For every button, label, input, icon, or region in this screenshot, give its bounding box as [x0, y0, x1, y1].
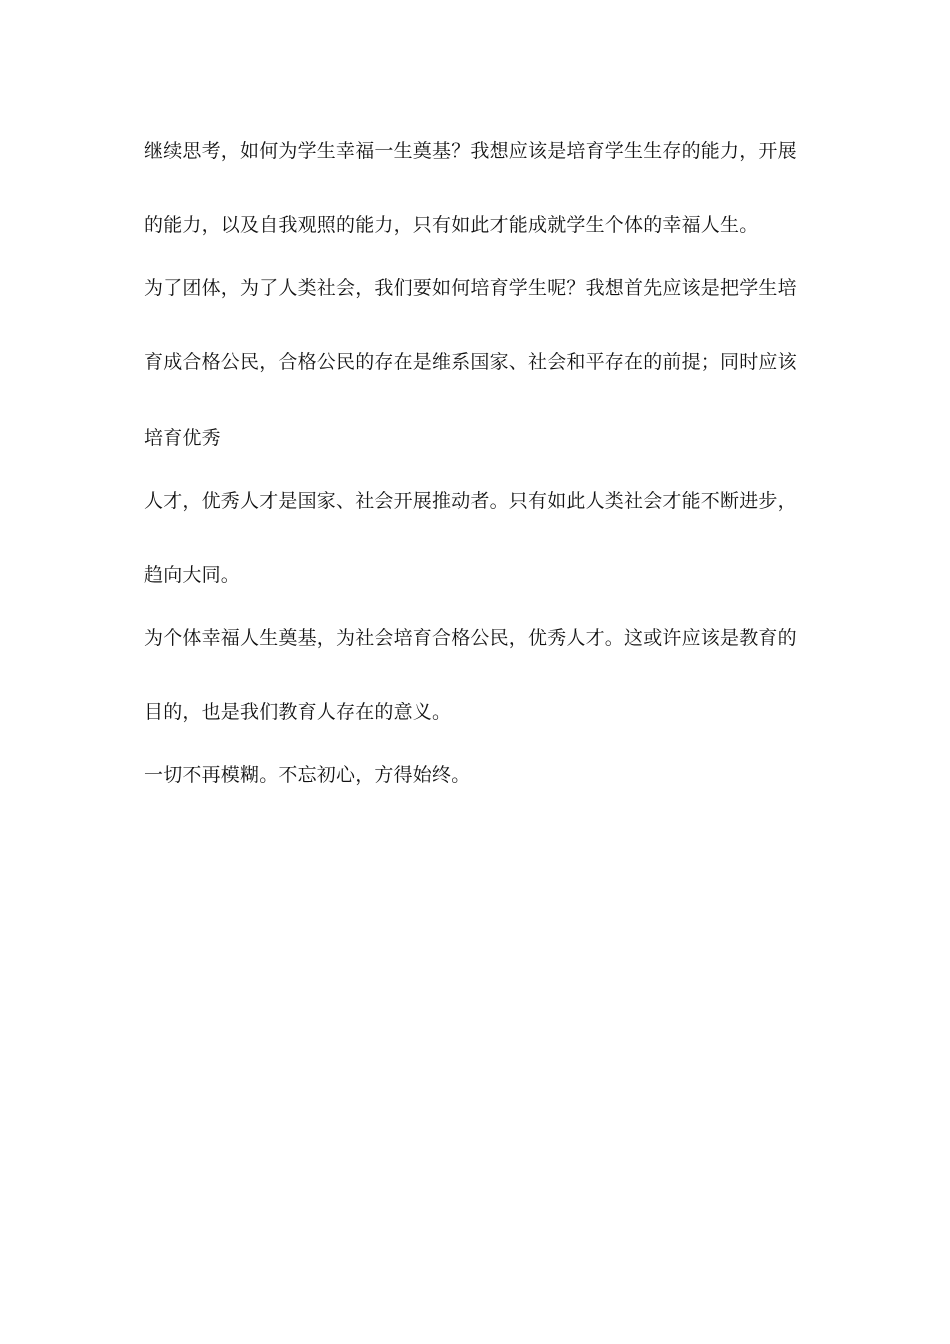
text-line: 育成合格公民，合格公民的存在是维系国家、社会和平存在的前提；同时应该 — [144, 351, 797, 373]
text-line: 目的，也是我们教育人存在的意义。 — [144, 701, 452, 723]
text-line: 一切不再模糊。不忘初心，方得始终。 — [144, 764, 471, 786]
text-line: 人才，优秀人才是国家、社会开展推动者。只有如此人类社会才能不断进步， — [144, 490, 797, 512]
text-line: 为个体幸福人生奠基，为社会培育合格公民，优秀人才。这或许应该是教育的 — [144, 627, 797, 649]
text-line: 继续思考，如何为学生幸福一生奠基？我想应该是培育学生生存的能力，开展 — [144, 140, 797, 162]
text-line: 培育优秀 — [144, 427, 221, 449]
text-line: 为了团体，为了人类社会，我们要如何培育学生呢？我想首先应该是把学生培 — [144, 277, 797, 299]
text-line: 的能力，以及自我观照的能力，只有如此才能成就学生个体的幸福人生。 — [144, 214, 759, 236]
text-line: 趋向大同。 — [144, 564, 241, 586]
